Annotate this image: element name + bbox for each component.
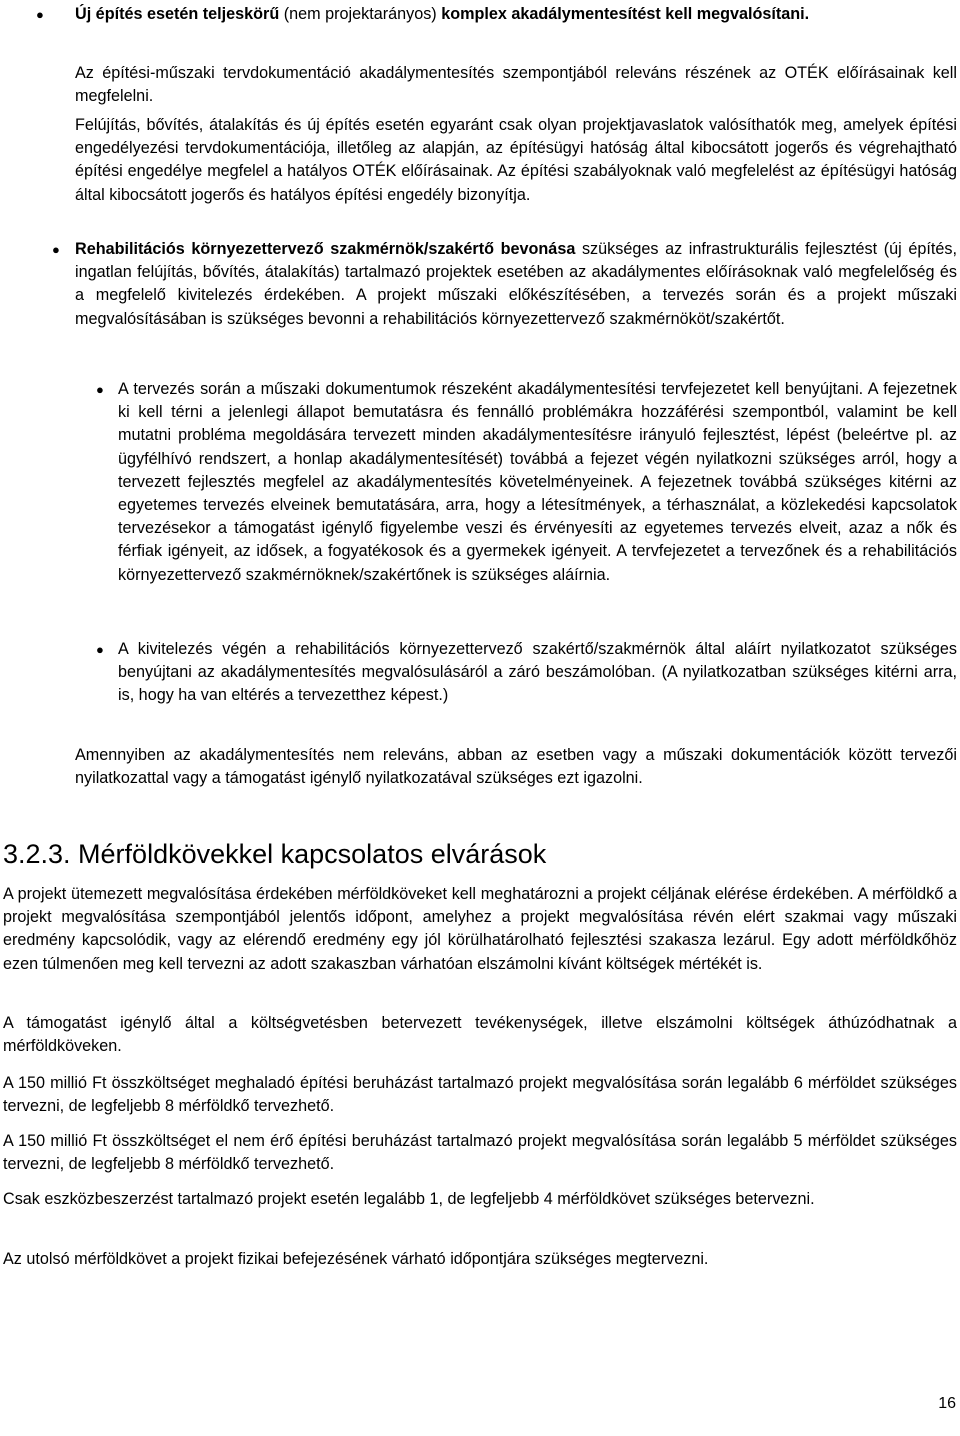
- sub-bullet-design: A tervezés során a műszaki dokumentumok részeként akadálymentesítési tervfejezetet kell benyújtani. A fejezetnek ki kell térni a jelenlegi állapot bemutatásra és fennálló problémákra hozzáférési szempontból, valamint be kell mutatni probléma megoldására tervezett minden akadálymentesítésre irányuló fejlesztést, lépést (beleértve pl. az ügyfélhívó rendszert, a honlap akadálymentesítését) továbbá a fejezet végén nyilatkozni szükséges arról, hogy a tervezett fejlesztés megfelel az akadálymentesítés követelményeinek. A fejezetnek továbbá szükséges kitérni az egyetemes tervezés elveinek bemutatására, arra, hogy a létesítmények, a térhasználat, a közlekedési kapcsolatok tervezésekor a támogatást igénylő figyelembe veszi és érvényesíti az egyetemes tervezés elveit, azaz a nők és férfiak igényeit, az idősek, a fogyatékosok és a gyermekek igényeit. A tervfejezetet a tervezőnek és a rehabilitációs környezettervező szakmérnöknek/szakértőnek is szükséges aláírnia.: [118, 380, 957, 584]
- paragraph: Az építési-műszaki tervdokumentáció akadálymentesítés szempontjából releváns részének az OTÉK előírásainak kell megfelelni.: [75, 64, 957, 106]
- bullet-item-rehabilitation: [75, 238, 957, 331]
- paragraph: A 150 millió Ft összköltséget el nem érő építési beruházást tartalmazó projekt megvalósítása során legalább 5 mérföldet szükséges tervezni, de legfeljebb 8 mérföldkő tervezhető.: [3, 1132, 957, 1174]
- bullet-dot: ●: [96, 382, 104, 397]
- bullet-dot: ●: [96, 642, 104, 657]
- paragraph: Amennyiben az akadálymentesítés nem releváns, abban az esetben vagy a műszaki dokumentációk között tervezői nyilatkozattal vagy a támogatást igénylő nyilatkozatával szükséges ezt igazolni.: [75, 746, 957, 788]
- text: (nem projektarányos): [279, 5, 442, 23]
- paragraph: Felújítás, bővítés, átalakítás és új építés esetén egyaránt csak olyan projektjavaslatok valósíthatók meg, amelyek építési engedélyezési tervdokumentációja, illetőleg az alapján, az építésügyi hatóság által kibocsátott jogerős és végrehajtható építési engedélye megfelel a hatályos OTÉK előírásainak. Az építési szabályoknak való megfelelést az építésügyi hatóság által kibocsátott jogerős és hatályos építési engedély bizonyítja.: [75, 116, 957, 204]
- bullet-dot: ●: [52, 242, 60, 257]
- bullet-item-new-construction: [75, 3, 957, 26]
- paragraph: A projekt ütemezett megvalósítása érdekében mérföldköveket kell meghatározni a projekt céljának elérése érdekében. A mérföldkő a projekt megvalósítása szempontjából jelentős időpont, amelyhez a projekt megvalósítása révén elért szakmai vagy műszaki eredmény kapcsolódik, vagy az elérendő eredmény egy jól körülhatárolható fejlesztési szakasza lezárul. Egy adott mérföldkőhöz ezen túlmenően meg kell tervezni az adott szakaszban várhatóan elszámolni kívánt költségek mértékét is.: [3, 885, 957, 973]
- bold-text: Rehabilitációs környezettervező szakmérnök/szakértő bevonása: [75, 240, 576, 258]
- paragraph: Az utolsó mérföldkövet a projekt fizikai befejezésének várható időpontjára szükséges megtervezni.: [3, 1250, 709, 1268]
- paragraph: Csak eszközbeszerzést tartalmazó projekt esetén legalább 1, de legfeljebb 4 mérföldkövet szükséges betervezni.: [3, 1190, 815, 1208]
- page-number: 16: [938, 1395, 956, 1412]
- bold-text: Új építés esetén teljeskörű: [75, 5, 280, 23]
- text: szükséges az infrastrukturális fejlesztést (új építés, ingatlan felújítás, bővítés, átalakítás) tartalmazó projektek esetében az akadálymentes előírásoknak való megfelelőség és a megfelelő kivitelezés érdekében. A projekt műszaki előkészítésében, a tervezés során és a projekt műszaki megvalósításában is szükséges bevonni a rehabilitációs környezettervező szakmérnököt/szakértőt.: [75, 240, 957, 328]
- sub-bullet-execution: A kivitelezés végén a rehabilitációs környezettervező szakértő/szakmérnök által aláírt nyilatkozatot szükséges benyújtani az akadálymentesítés megvalósulásáról a záró beszámolóban. (A nyilatkozatban szükséges kitérni arra, is, hogy ha van eltérés a tervezetthez képest.): [118, 640, 957, 705]
- bold-text: komplex akadálymentesítést kell megvalósítani.: [441, 5, 810, 23]
- paragraph: A 150 millió Ft összköltséget meghaladó építési beruházást tartalmazó projekt megvalósítása során legalább 6 mérföldet szükséges tervezni, de legfeljebb 8 mérföldkő tervezhető.: [3, 1074, 957, 1116]
- paragraph: A támogatást igénylő által a költségvetésben betervezett tevékenységek, illetve elszámolni költségek áthúzódhatnak a mérföldköveken.: [3, 1014, 957, 1056]
- bullet-dot: ●: [36, 7, 44, 22]
- section-heading: 3.2.3. Mérföldkövekkel kapcsolatos elvárások: [3, 839, 547, 869]
